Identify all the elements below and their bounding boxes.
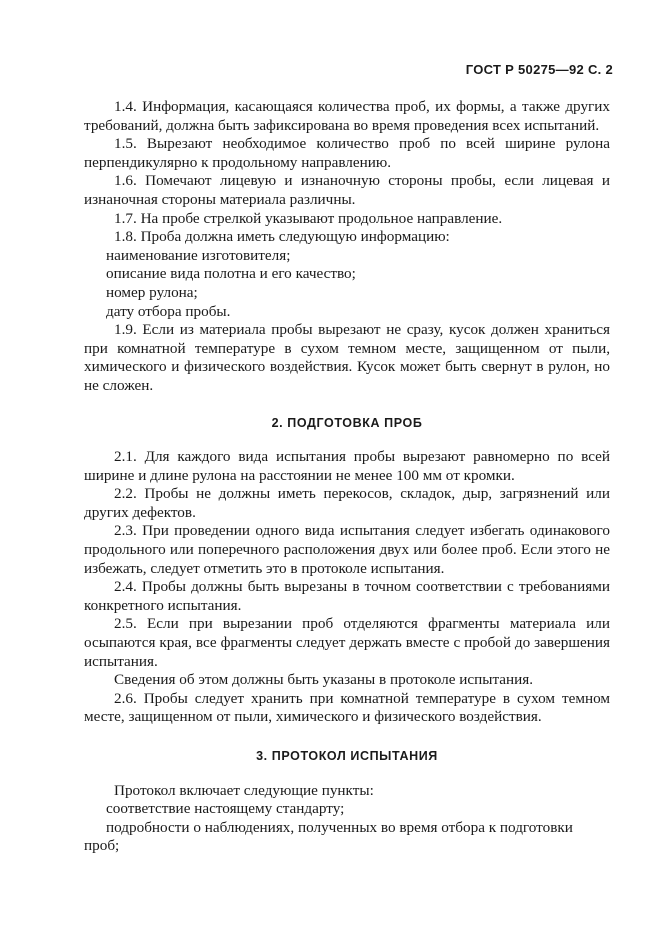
paragraph-2-5-note: Сведения об этом должны быть указаны в протоколе испытания. (114, 671, 534, 689)
protocol-intro: Протокол включает следующие пункты: (114, 781, 374, 799)
info-item: наименование изготовителя; (106, 246, 291, 264)
paragraph-1-5: 1.5. Вырезают необходимое количество проб по всей ширине рулона перпендикулярно к продольному направлению. (84, 135, 610, 171)
protocol-item: соответствие настоящему стандарту; (106, 800, 345, 818)
info-item: описание вида полотна и его качество; (106, 265, 356, 283)
paragraph-2-1: 2.1. Для каждого вида испытания пробы вырезают равномерно по всей ширине и длине рулона на расстоянии не менее 100 мм от кромки. (84, 448, 610, 484)
paragraph-2-3: 2.3. При проведении одного вида испытания следует избегать одинакового продольного или поперечного расположения двух или более проб. Если этого не избежать, следует отметить это в протоколе испытания. (84, 522, 610, 577)
paragraph-1-8: 1.8. Проба должна иметь следующую информацию: (114, 228, 450, 246)
paragraph-1-6: 1.6. Помечают лицевую и изнаночную стороны пробы, если лицевая и изнаночная стороны материала различны. (84, 172, 610, 208)
section-3-heading: 3. ПРОТОКОЛ ИСПЫТАНИЯ (256, 749, 438, 763)
paragraph-2-5: 2.5. Если при вырезании проб отделяются фрагменты материала или осыпаются края, все фрагменты следует держать вместе с пробой до завершения испытания. (84, 615, 610, 670)
document-body (84, 98, 610, 856)
info-item: дату отбора пробы. (106, 302, 231, 320)
paragraph-1-9: 1.9. Если из материала пробы вырезают не сразу, кусок должен храниться при комнатной температуре в сухом темном месте, защищенном от пыли, химического и физического воздействия. Кусок может быть свернут в рулон, но не сложен. (84, 321, 610, 394)
info-item: номер рулона; (106, 283, 198, 301)
paragraph-1-7: 1.7. На пробе стрелкой указывают продольное направление. (114, 209, 503, 227)
paragraph-2-4: 2.4. Пробы должны быть вырезаны в точном соответствии с требованиями конкретного испытания. (84, 578, 610, 614)
protocol-item: подробности о наблюдениях, полученных во время отбора к подготовки проб; (84, 818, 573, 855)
paragraph-2-6: 2.6. Пробы следует хранить при комнатной температуре в сухом темном месте, защищенном от пыли, химического и физического воздействия. (84, 689, 610, 726)
section-2-heading: 2. ПОДГОТОВКА ПРОБ (271, 415, 423, 430)
document-header: ГОСТ Р 50275—92 С. 2 (465, 62, 613, 77)
paragraph-1-4: 1.4. Информация, касающаяся количества проб, их формы, а также других требований, должна быть зафиксирована во время проведения всех испытаний. (84, 98, 610, 134)
paragraph-2-2: 2.2. Пробы не должны иметь перекосов, складок, дыр, загрязнений или других дефектов. (84, 485, 610, 521)
